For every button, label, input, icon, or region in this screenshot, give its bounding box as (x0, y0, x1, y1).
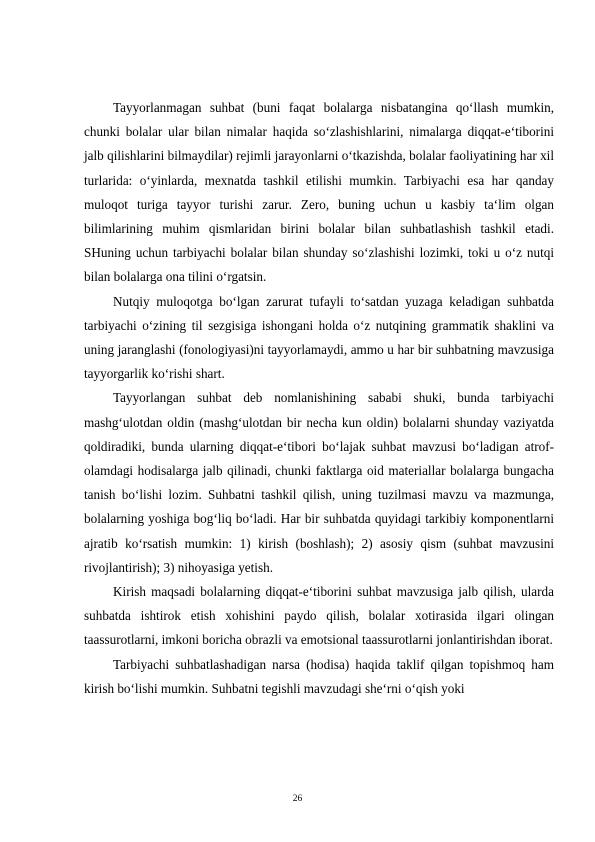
paragraph-prepared-conversation: Tayyorlangan suhbat deb nomlanishining sababi shuki, bunda tarbiyachi mashg‘ulotdan oldin (mashg‘ulotdan bir necha kun oldin) bolalarni shunday vaziyatda qoldiradiki, bunda ularning diqqat-e‘tibori bo‘lajak suhbat mavzusi bo‘ladigan atrof-olamdagi hodisalarga jalb qilinadi, chunki faktlarga oid materiallar bolalarga bungacha tanish bo‘lishi lozim. Suhbatni tashkil qilish, uning tuzilmasi mavzu va mazmunga, bolalarning yoshiga bog‘liq bo‘ladi. Har bir suhbatda quyidagi tarkibiy komponentlarni ajratib ko‘rsatish mumkin: 1) kirish (boshlash); 2) asosiy qism (suhbat mavzusini rivojlantirish); 3) nihoyasiga yetish. (84, 390, 554, 575)
paragraph-spontaneous-conversation: Nutqiy muloqotga bo‘lgan zarurat tufayli to‘satdan yuzaga keladigan suhbatda tarbiyachi o‘zining til sezgisiga ishongani holda o‘z nutqining grammatik shaklini va uning jaranglashi (fonologiyasi)ni tayyorlamaydi, ammo u har bir suhbatning mavzusiga tayyorgarlik ko‘rishi shart. (84, 293, 554, 382)
paragraph-riddle-introduction: Tarbiyachi suhbatlashadigan narsa (hodisa) haqida taklif qilgan topishmoq ham kirish bo‘lishi mumkin. Suhbatni tegishli mavzudagi she‘rni o‘qish yoki (84, 656, 554, 696)
page-number: 26 (292, 794, 303, 804)
paragraph-prepared-vs-unprepared: Tayyorlanmagan suhbat (buni faqat bolalarga nisbatangina qo‘llash mumkin, chunki bolalar ular bilan nimalar haqida so‘zlashishlarini, nimalarga diqqat-e‘tiborini jalb qilishlarini bilmaydilar) rejimli jarayonlarni o‘tkazishda, bolalar faoliyatining har xil turlarida: o‘yinlarda, mexnatda tashkil etilishi mumkin. Tarbiyachi esa har qanday muloqot turiga tayyor turishi zarur. Zero, buning uchun u kasbiy ta‘lim olgan bilimlarining muhim qismlaridan birini bolalar bilan suhbatlashish tashkil etadi. SHuning uchun tarbiyachi bolalar bilan shunday so‘zlashishi lozimki, toki u o‘z nutqi bilan bolalarga ona tilini o‘rgatsin. (84, 100, 554, 285)
body-text (84, 96, 554, 701)
paragraph-introduction-purpose: Kirish maqsadi bolalarning diqqat-e‘tiborini suhbat mavzusiga jalb qilish, ularda suhbatda ishtirok etish xohishini paydo qilish, bolalar xotirasida ilgari olingan taassurotlarni, imkoni boricha obrazli va emotsional taassurotlarni jonlantirishdan iborat. (84, 584, 554, 648)
